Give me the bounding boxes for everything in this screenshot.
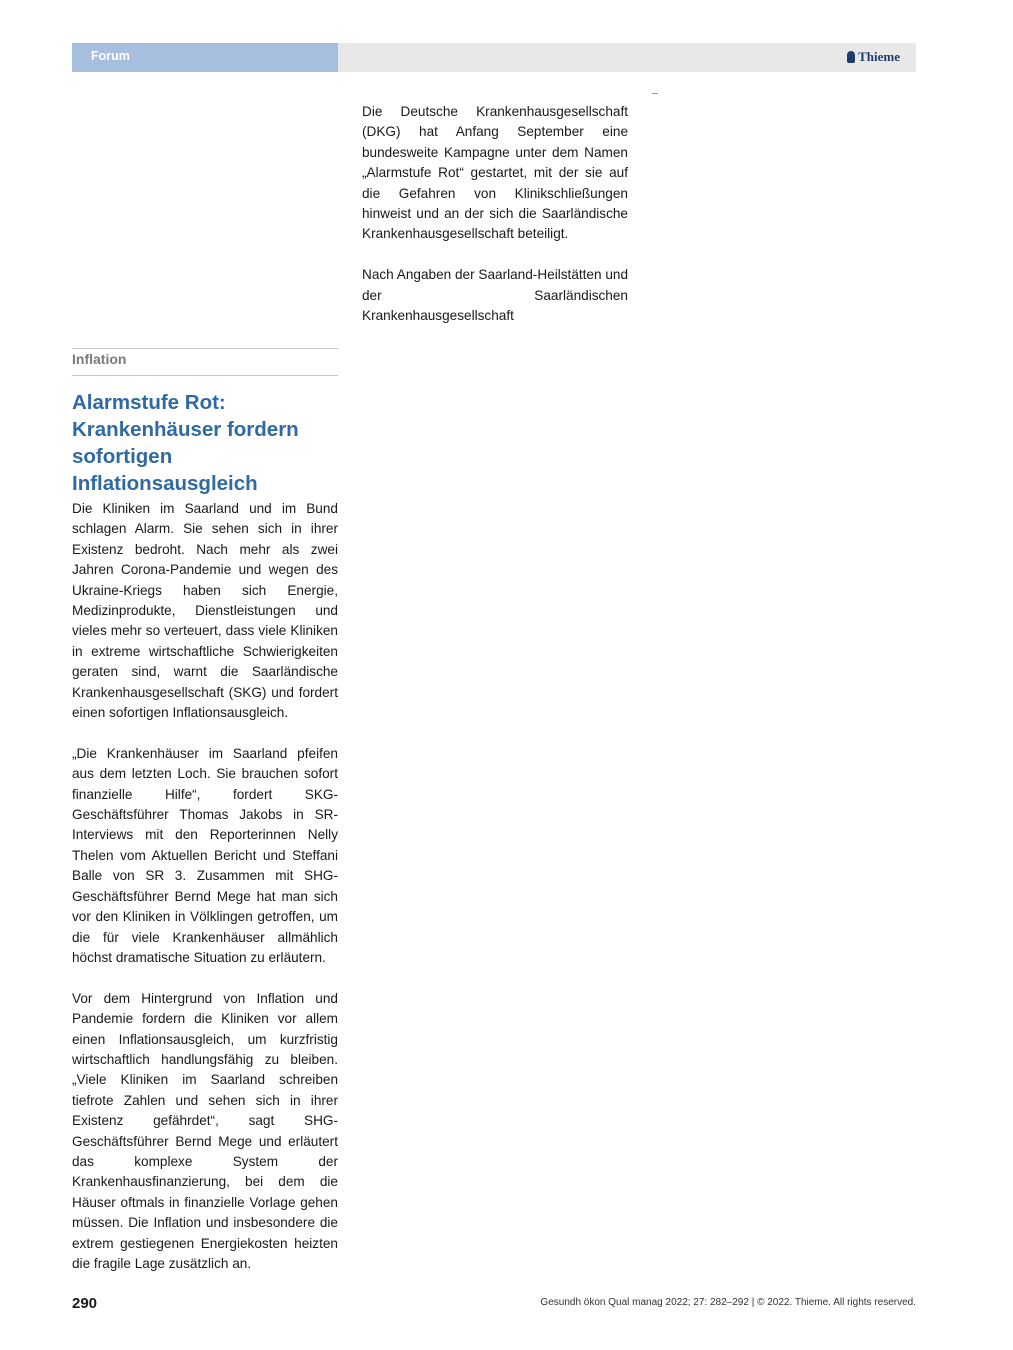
section-name: Forum (91, 49, 130, 63)
divider (72, 375, 338, 376)
section-label: Inflation (72, 351, 127, 367)
section-header-bar (72, 43, 338, 72)
intro-paragraph: Nach Angaben der Saarland-Heilstätten und der Saarländischen Krankenhausgesellschaft (362, 267, 629, 324)
article-body (72, 499, 338, 1274)
article-paragraph: Vor dem Hintergrund von Inflation und Pandemie fordern die Kliniken vor allem einen Inflationsausgleich, um kurzfristig wirtschaftlich handlungsfähig zu bleiben. „Viele Kliniken im Saarland schreiben tiefrote Zahlen und sehen sich in ihrer Existenz gefährdet“, sagt SHG-Geschäftsführer Bernd Mege und erläutert das komplexe System der Krankenhausfinanzierung, bei dem die Häuser oftmals in finanzielle Vorlage gehen müssen. Die Inflation und insbesondere die extrem gestiegenen Energiekosten heizten die fragile Lage zusätzlich an. (72, 990, 338, 1271)
publisher-logo (847, 49, 900, 65)
thieme-logo-icon (847, 51, 855, 63)
divider (72, 348, 338, 349)
article-headline: Alarmstufe Rot: Krankenhäuser fordern sofortigen Inflationsausgleich (72, 391, 299, 495)
intro-paragraph: Die Deutsche Krankenhausgesellschaft (DKG) hat Anfang September eine bundesweite Kampagne unter dem Namen „Alarmstufe Rot“ gestartet, mit der sie auf die Gefahren von Klinikschließungen hinweist und an der sich die Saarländische Krankenhausgesellschaft beteiligt. (362, 104, 628, 242)
intro-column (362, 102, 628, 326)
article-paragraph: Die Kliniken im Saarland und im Bund schlagen Alarm. Sie sehen sich in ihrer Existenz bedroht. Nach mehr als zwei Jahren Corona-Pandemie und wegen des Ukraine-Kriegs haben sich Energie, Medizinprodukte, Dienstleistungen und vieles mehr so verteuert, dass viele Kliniken in extreme wirtschaftliche Schwierigkeiten geraten sind, warnt die Saarländische Krankenhausgesellschaft (SKG) und fordert einen sofortigen Inflationsausgleich. (72, 501, 338, 721)
publisher-name: Thieme (858, 49, 900, 64)
citation: Gesundh ökon Qual manag 2022; 27: 282–292 | © 2022. Thieme. All rights reserved. (540, 1297, 916, 1308)
page-number: 290 (72, 1295, 98, 1312)
article-paragraph: „Die Krankenhäuser im Saarland pfeifen aus dem letzten Loch. Sie brauchen sofort finanzielle Hilfe“, fordert SKG-Geschäftsführer Thomas Jakobs in SR-Interviews mit den Reporterinnen Nelly Thelen vom Aktuellen Bericht und Steffani Balle von SR 3. Zusammen mit SHG-Geschäftsführer Bernd Mege hat man sich vor den Kliniken in Völklingen getroffen, um die für viele Krankenhäuser allmählich höchst dramatische Situation zu erläutern. (72, 745, 338, 965)
column-marker (652, 93, 658, 94)
publisher-header-bar (338, 43, 916, 72)
